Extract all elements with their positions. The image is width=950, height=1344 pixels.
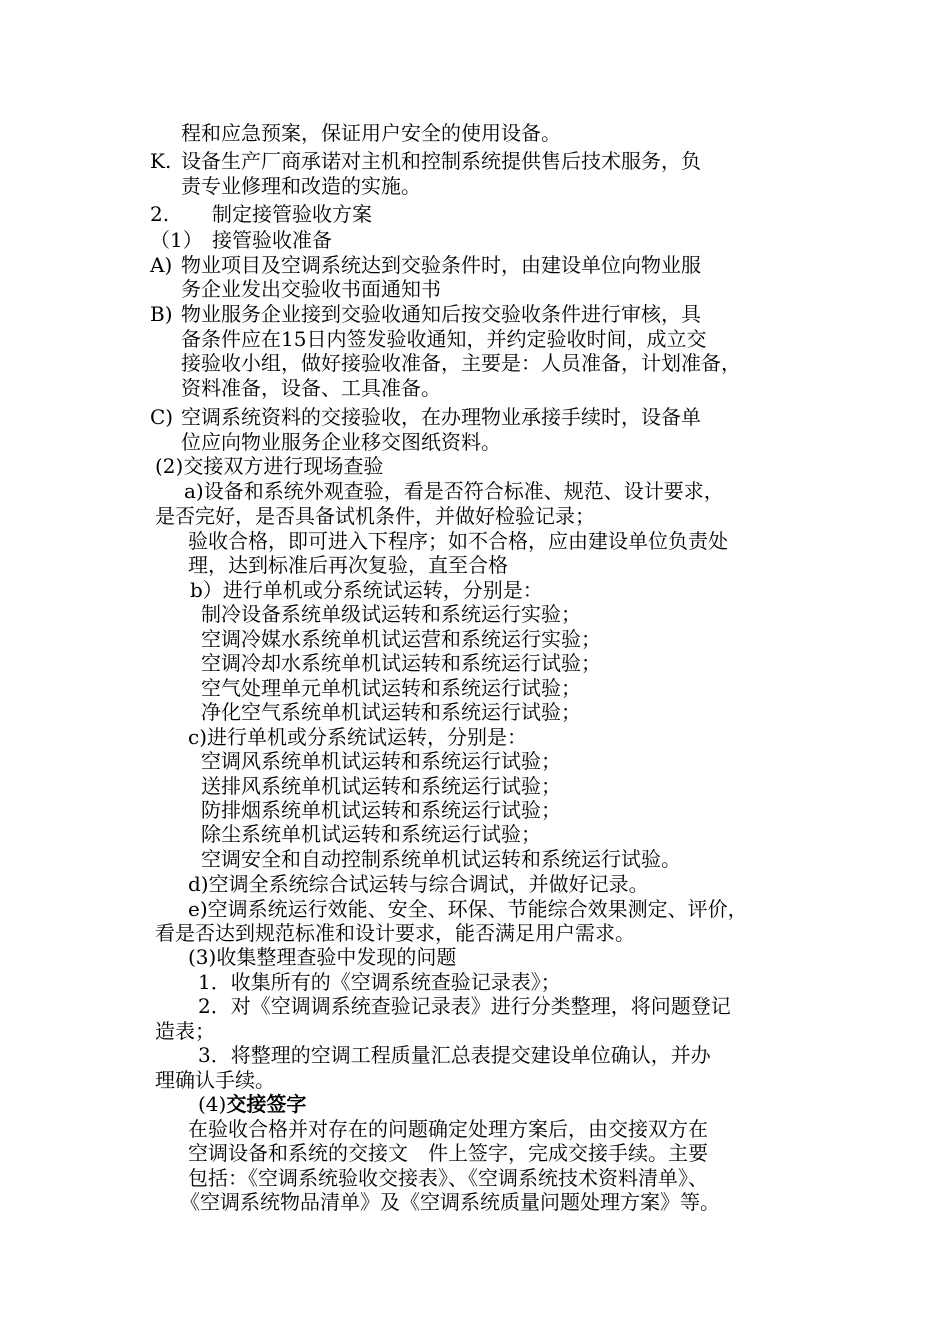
- subsection-heading: [198, 1092, 306, 1116]
- text-line: 物业服务企业接到交验收通知后按交验收条件进行审核，具: [181, 302, 701, 326]
- text-line: b）进行单机或分系统试运转，分别是：: [190, 578, 543, 602]
- text-line: d)空调全系统综合试运转与综合调试，并做好记录。: [188, 872, 649, 896]
- list-label: C): [150, 405, 174, 429]
- text-line: 是否完好，是否具备试机条件，并做好检验记录；: [155, 504, 595, 528]
- text-line: 空调系统资料的交接验收，在办理物业承接手续时，设备单: [181, 405, 701, 429]
- list-item-a: [150, 253, 701, 277]
- list-item-k: [150, 149, 701, 173]
- subsection-title: 交接签字: [226, 1092, 307, 1116]
- section-number: 2.: [150, 202, 170, 226]
- subsection-heading: (3)收集整理查验中发现的问题: [188, 945, 457, 969]
- list-label: B): [150, 302, 173, 326]
- text-line: 资料准备，设备、工具准备。: [181, 376, 441, 400]
- text-line: a)设备和系统外观查验，看是否符合标准、规范、设计要求，: [184, 479, 724, 503]
- text-line: 造表；: [155, 1019, 215, 1043]
- text-line: 除尘系统单机试运转和系统运行试验；: [201, 822, 541, 846]
- section-heading: [150, 202, 372, 226]
- text-line: 理，达到标准后再次复验，直至合格: [188, 553, 508, 577]
- text-line: 《空调系统物品清单》及《空调系统质量问题处理方案》等。: [180, 1190, 720, 1214]
- text-line: 验收合格，即可进入下程序；如不合格，应由建设单位负责处: [188, 529, 728, 553]
- text-line: 送排风系统单机试运转和系统运行试验；: [201, 774, 561, 798]
- text-line: 看是否达到规范标准和设计要求，能否满足用户需求。: [155, 921, 635, 945]
- list-item-b: [150, 302, 701, 326]
- text-line: 空调安全和自动控制系统单机试运转和系统运行试验。: [201, 847, 681, 871]
- subsection-number: （1）: [150, 228, 203, 252]
- text-line: 空调风系统单机试运转和系统运行试验；: [201, 749, 561, 773]
- text-line: c)进行单机或分系统试运转，分别是：: [188, 725, 528, 749]
- text-line: 物业项目及空调系统达到交验条件时，由建设单位向物业服: [181, 253, 701, 277]
- list-label: K.: [150, 149, 172, 173]
- text-line: 接验收小组，做好接验收准备，主要是：人员准备，计划准备，: [181, 351, 741, 375]
- text-line: 2．对《空调调系统查验记录表》进行分类整理，将问题登记: [198, 994, 731, 1018]
- text-line: 务企业发出交验收书面通知书: [181, 277, 441, 301]
- text-line: 1．收集所有的《空调系统查验记录表》；: [198, 970, 561, 994]
- text-line: 制冷设备系统单级试运转和系统运行实验；: [201, 602, 581, 626]
- text-line: 理确认手续。: [155, 1068, 275, 1092]
- text-line: 防排烟系统单机试运转和系统运行试验；: [201, 798, 561, 822]
- text-line: 空调设备和系统的交接文 件上签字，完成交接手续。主要: [188, 1141, 708, 1165]
- subsection-heading: (2)交接双方进行现场查验: [155, 454, 384, 478]
- subsection-title: 接管验收准备: [212, 228, 332, 252]
- text-line: e)空调系统运行效能、安全、环保、节能综合效果测定、评价，: [188, 897, 748, 921]
- text-line: 空调冷媒水系统单机试运营和系统运行实验；: [201, 627, 601, 651]
- text-line: 在验收合格并对存在的问题确定处理方案后，由交接双方在: [188, 1117, 708, 1141]
- text-line: 程和应急预案，保证用户安全的使用设备。: [181, 121, 561, 145]
- text-line: 位应向物业服务企业移交图纸资料。: [181, 430, 501, 454]
- list-label: A): [150, 253, 173, 277]
- text-line: 空气处理单元单机试运转和系统运行试验；: [201, 676, 581, 700]
- text-line: 设备生产厂商承诺对主机和控制系统提供售后技术服务，负: [181, 149, 701, 173]
- subsection-heading: [150, 228, 332, 252]
- text-line: 3．将整理的空调工程质量汇总表提交建设单位确认，并办: [198, 1043, 711, 1067]
- subsection-number: (4): [198, 1092, 227, 1116]
- section-title: 制定接管验收方案: [212, 202, 372, 226]
- text-line: 备条件应在15日内签发验收通知，并约定验收时间，成立交: [181, 327, 707, 351]
- text-line: 净化空气系统单机试运转和系统运行试验；: [201, 700, 581, 724]
- list-item-c: [150, 405, 701, 429]
- text-line: 包括：《空调系统验收交接表》、《空调系统技术资料清单》、: [188, 1166, 708, 1190]
- text-line: 空调冷却水系统单机试运转和系统运行试验；: [201, 651, 601, 675]
- text-line: 责专业修理和改造的实施。: [181, 174, 421, 198]
